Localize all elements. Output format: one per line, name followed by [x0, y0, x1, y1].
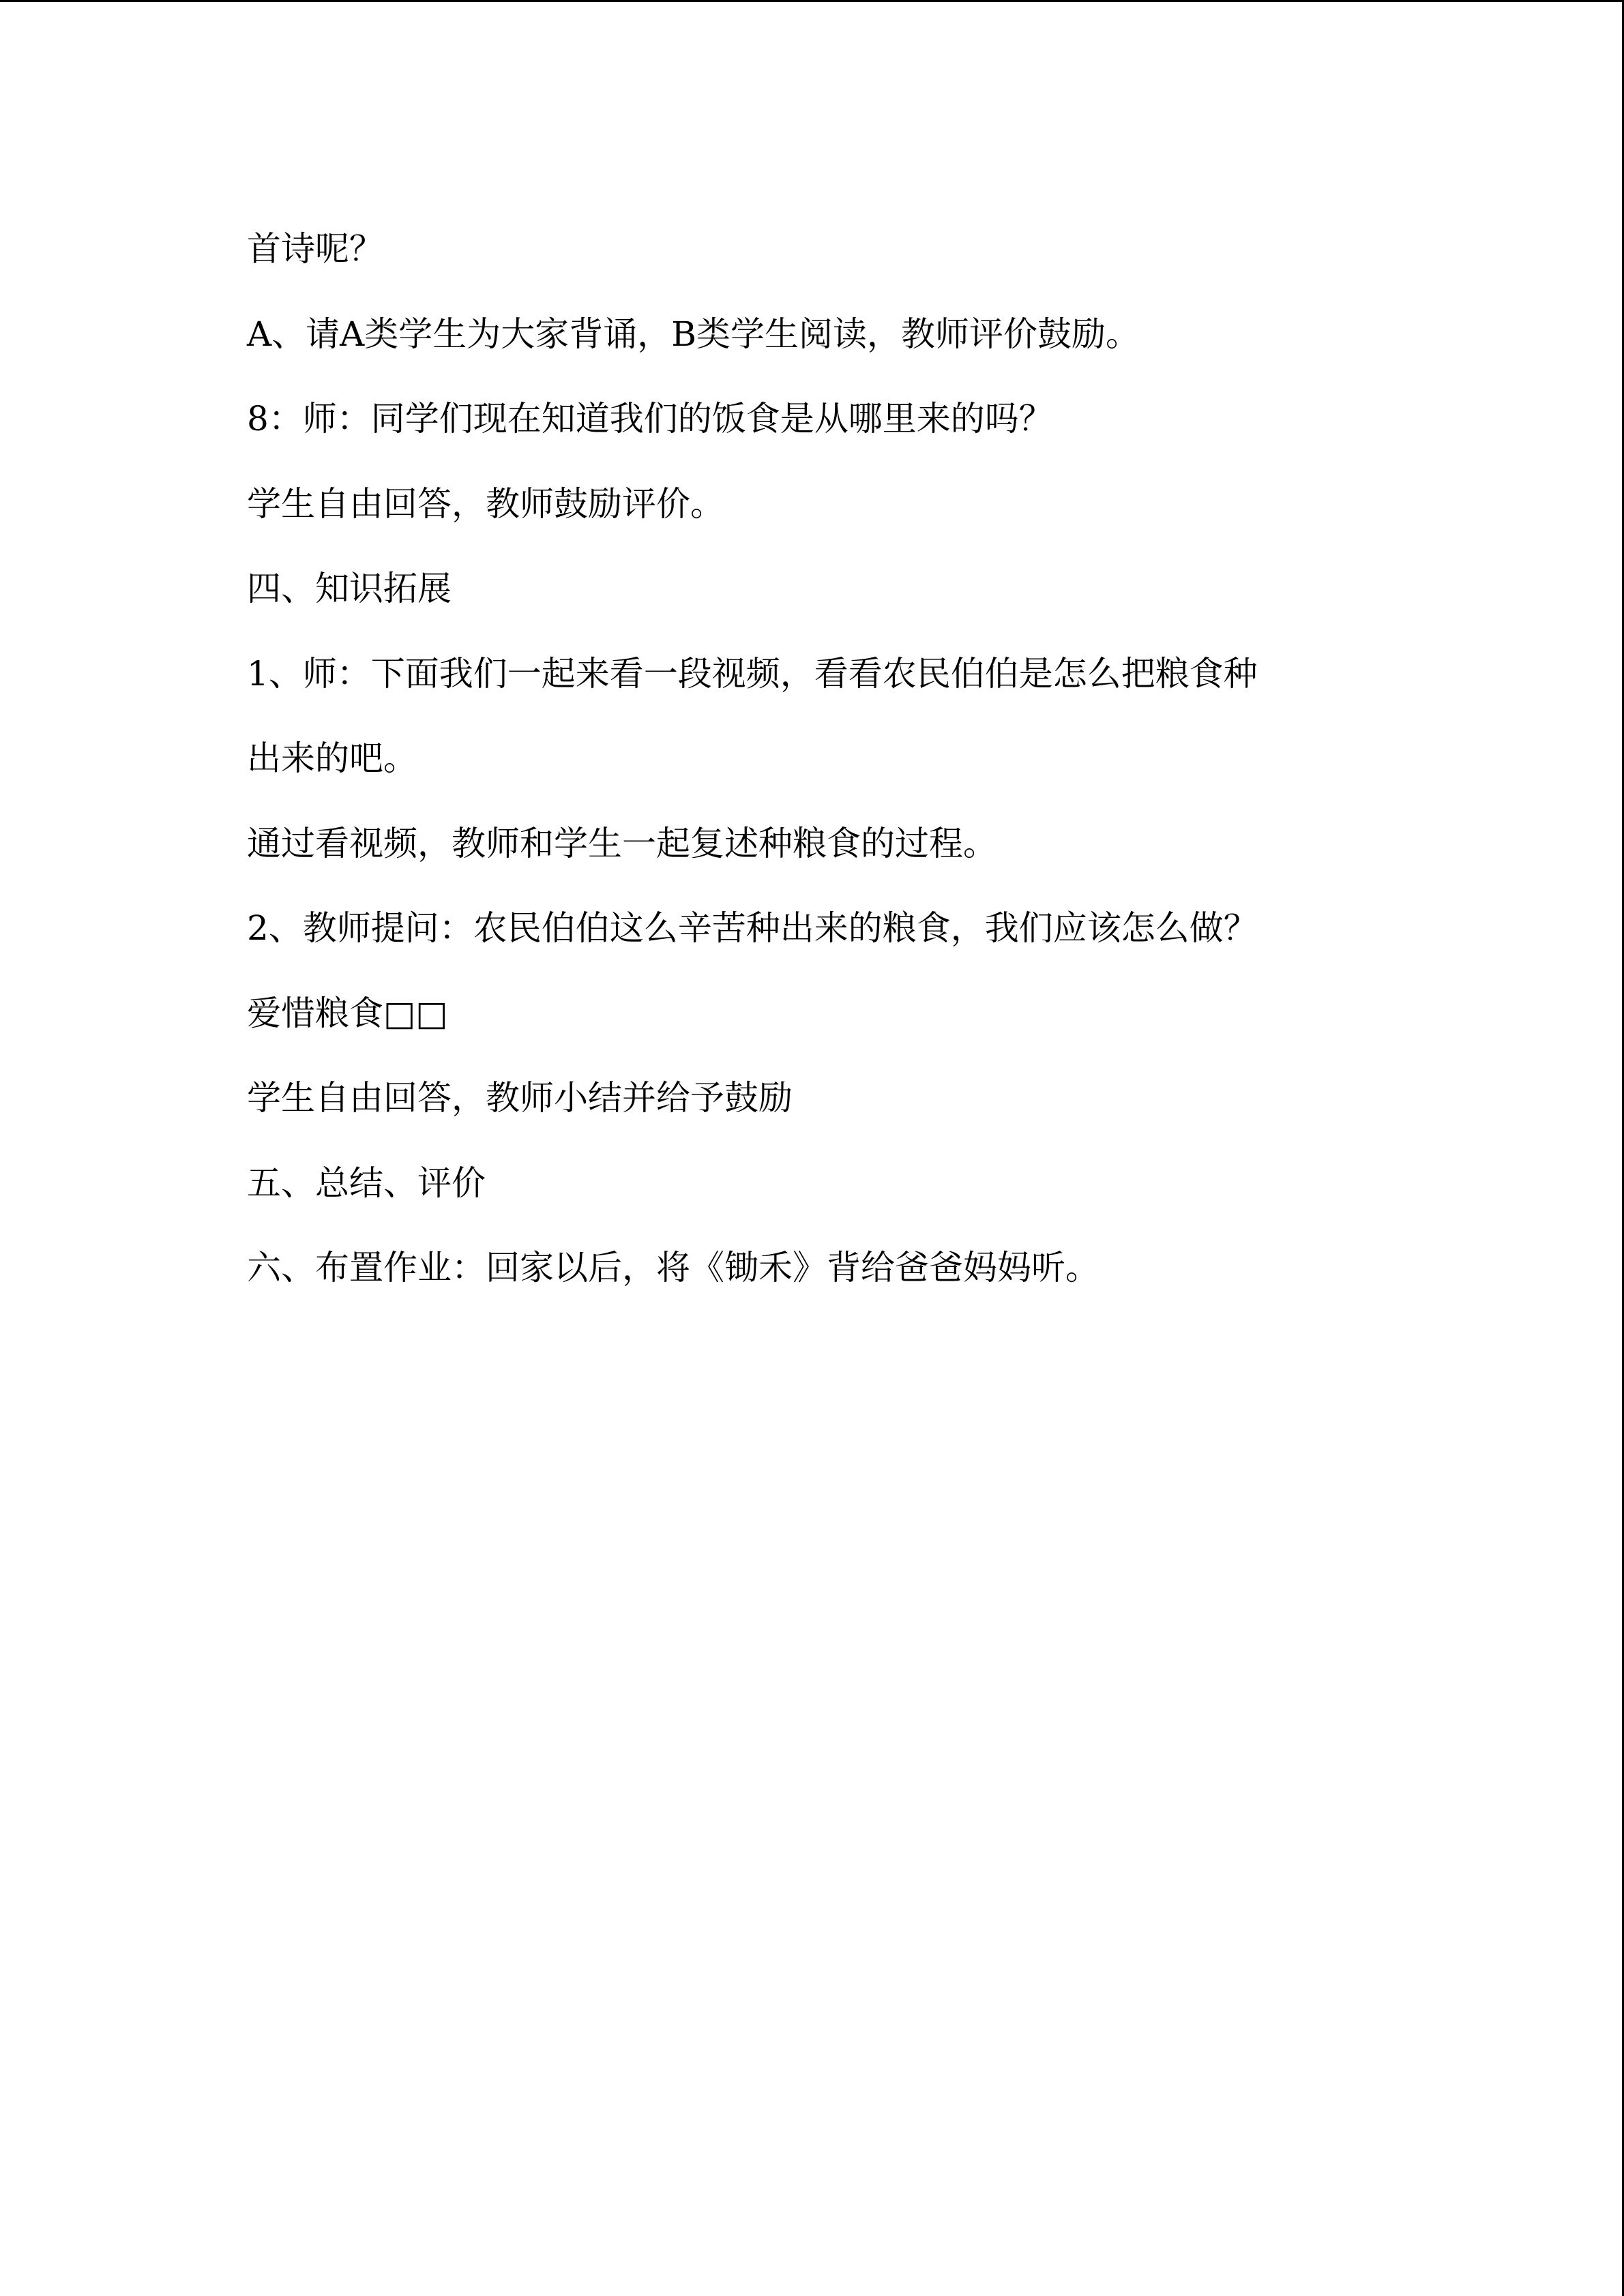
text-line-free-answer: 学生自由回答，教师鼓励评价。 — [247, 483, 724, 524]
text-line-food-origin-question: 8：师：同学们现在知道我们的饭食是从哪里来的吗？ — [247, 399, 1053, 438]
document-body — [247, 207, 1393, 1311]
text-line-video-intro: 1、师：下面我们一起来看一段视频，看看农民伯伯是怎么把粮食种 — [247, 653, 1258, 694]
text-line-recite-read: A、请A类学生为大家背诵，B类学生阅读，教师评价鼓励。 — [247, 314, 1140, 354]
section-heading-homework: 六、布置作业：回家以后，将《锄禾》背给爸爸妈妈听。 — [247, 1248, 1099, 1287]
text-line-teacher-question: 2、教师提问：农民伯伯这么辛苦种出来的粮食，我们应该怎么做？ — [247, 908, 1258, 948]
text-line-summary-encourage: 学生自由回答，教师小结并给予鼓励 — [247, 1078, 793, 1118]
section-heading-knowledge-extension: 四、知识拓展 — [247, 569, 452, 608]
text-line-video-intro-continued: 出来的吧。 — [247, 739, 417, 778]
text-line-cherish-food: 爱惜粮食□□ — [247, 993, 448, 1033]
text-line-retell-process: 通过看视频，教师和学生一起复述种粮食的过程。 — [247, 823, 997, 863]
text-line-poem-question: 首诗呢？ — [247, 229, 383, 269]
section-heading-summary-evaluation: 五、总结、评价 — [247, 1163, 486, 1203]
